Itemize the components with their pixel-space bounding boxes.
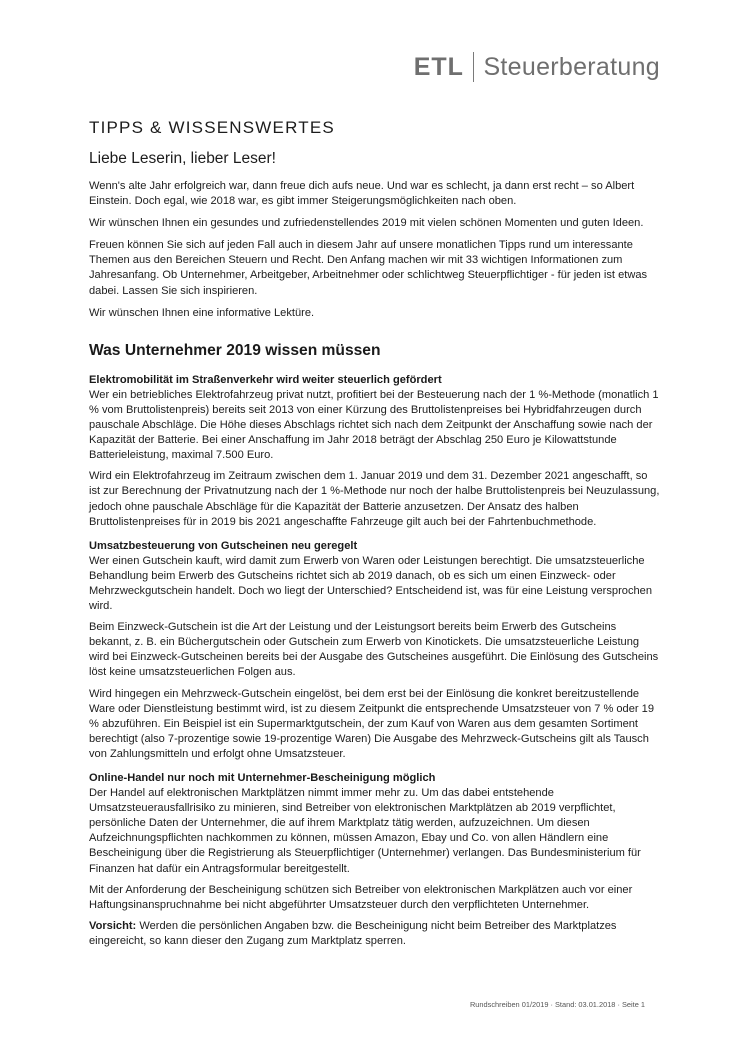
logo-mark: ETL: [413, 52, 464, 81]
main-heading: Was Unternehmer 2019 wissen müssen: [89, 341, 381, 359]
intro-paragraph: Freuen können Sie sich auf jeden Fall auch in diesem Jahr auf unsere monatlichen Tipps rund um interessante Themen aus den Bereichen Steuern und Recht. Den Anfang machen wir mit 33 wichtigen Informationen zum Jahresanfang. Ob Unternehmer, Arbeitgeber, Arbeitnehmer oder schlichtweg Steuerpflichtiger - für jeden ist etwas dabei. Lassen Sie sich inspirieren.: [89, 239, 648, 297]
intro-paragraph: Wir wünschen Ihnen ein gesundes und zufriedenstellendes 2019 mit vielen schönen Momenten und guten Ideen.: [89, 217, 644, 230]
company-logo: [414, 52, 660, 82]
article-title: Umsatzbesteuerung von Gutscheinen neu geregelt: [89, 539, 358, 552]
note-label: Vorsicht:: [89, 919, 137, 932]
article-paragraph: Wird hingegen ein Mehrzweck-Gutschein eingelöst, bei dem erst bei der Einlösung die konkret bereitzustellende Ware oder Dienstleistung bestimmt wird, ist zu diesem Zeitpunkt die entsprechende Umsatzsteuer von 7 % oder 19 % abzuführen. Ein Beispiel ist ein Supermarktgutschein, der zum Kauf von Waren aus dem gesamten Sortiment berechtigt (also 7-prozentige sowie 19-prozentige Waren) Die Ausgabe des Mehrzweck-Gutscheins gilt als Tausch von Zahlungsmitteln und erfolgt ohne Umsatzsteuer.: [89, 687, 655, 760]
page-footer: Rundschreiben 01/2019 · Stand: 03.01.2018 · Seite 1: [469, 1000, 645, 1009]
logo-divider: [473, 52, 475, 82]
article-title: Online-Handel nur noch mit Unternehmer-Bescheinigung möglich: [89, 772, 436, 784]
article-note: [89, 919, 661, 949]
document-body: [89, 112, 661, 958]
intro: [89, 179, 661, 321]
article-paragraph: Wer einen Gutschein kauft, wird damit zum Erwerb von Waren oder Leistungen berechtigt. Die umsatzsteuerliche Behandlung beim Erwerb des Gutscheins richtet sich ab 2019 danach, ob es sich um einen Einzweck- oder Mehrzweckgutschein handelt. Doch wo liegt der Unterschied? Entscheidend ist, was für eine Leistung versprochen wird.: [89, 554, 653, 613]
greeting: Liebe Leserin, lieber Leser!: [89, 150, 276, 167]
article-elektromobilitaet: [89, 373, 661, 530]
logo-text: Steuerberatung: [483, 52, 660, 81]
note-text: Werden die persönlichen Angaben bzw. die Bescheinigung nicht beim Betreiber des Marktplatzes eingereicht, so kann dieser den Zugang zum Marktplatz sperren.: [89, 919, 617, 947]
intro-paragraph: Wir wünschen Ihnen eine informative Lektüre.: [89, 306, 315, 319]
article-paragraph: Mit der Anforderung der Bescheinigung schützen sich Betreiber von elektronischen Markplätzen auch vor einer Haftungsinanspruchnahme bei nicht abgeführter Umsatzsteuer durch den verpflichteten Unternehmer.: [89, 883, 633, 911]
section-label: TIPPS & WISSENSWERTES: [89, 118, 335, 137]
article-title: Elektromobilität im Straßenverkehr wird weiter steuerlich gefördert: [89, 373, 442, 386]
article-paragraph: Der Handel auf elektronischen Marktplätzen nimmt immer mehr zu. Um das dabei entstehende Umsatzsteuerausfallrisiko zu minieren, sind Betreiber von elektronischen Marktplätzen ab 2019 verpflichtet, persönliche Daten der Unternehmer, die auf ihrem Marktplatz tätig werden, aufzuzeichnen. Um diesen Aufzeichnungspflichten nachkommen zu können, müssen Amazon, Ebay und Co. von allen Händlern eine Bescheinigung über die Registrierung als Steuerpflichtiger (Unternehmer) verlangen. Das Bundesministerium für Finanzen hat dafür ein Antragsformular bereitgestellt.: [89, 787, 641, 875]
article-gutscheine: [89, 539, 661, 762]
article-paragraph: Wer ein betriebliches Elektrofahrzeug privat nutzt, profitiert bei der Besteuerung nach der 1 %-Methode (monatlich 1 % vom Bruttolistenpreis) bereits seit 2013 von einer Kürzung des Bruttolistenpreises bei Hybridfahrzeugen durch pauschale Abschläge. Die Höhe dieses Abschlags richtet sich nach dem Zeitpunkt der Anschaffung sowie nach der Kapazität der Batterie. Bei einer Anschaffung im Jahr 2018 beträgt der Abschlag 250 Euro je Kilowattstunde Batterieleistung, maximal 7.500 Euro.: [89, 388, 659, 462]
intro-paragraph: Wenn's alte Jahr erfolgreich war, dann freue dich aufs neue. Und war es schlecht, ja dann erst recht – so Albert Einstein. Doch egal, wie 2018 war, es gibt immer Steigerungsmöglichkeiten nach oben.: [89, 180, 635, 208]
article-paragraph: Beim Einzweck-Gutschein ist die Art der Leistung und der Leistungsort bereits beim Erwerb des Gutscheins bekannt, z. B. ein Büchergutschein oder Gutschein zum Erwerb von Kinotickets. Die umsatzsteuerliche Leistung wird bei Einzweck-Gutscheinen bereits bei der Ausgabe des Gutscheines ausgeführt. Die Einlösung des Gutscheins löst keine umsatzsteuerlichen Folgen aus.: [89, 621, 659, 679]
article-paragraph: Wird ein Elektrofahrzeug im Zeitraum zwischen dem 1. Januar 2019 und dem 31. Dezember 2021 angeschafft, so ist zur Berechnung der Privatnutzung nach der 1 %-Methode nur noch der halbe Bruttolistenpreis bei Neuzulassung, jedoch ohne pauschale Abschläge für die Kapazität der Batterie anzusetzen. Der Ansatz des halben Bruttolistenpreises für in 2019 bis 2021 angeschaffte Fahrzeuge gilt auch bei der Fahrtenbuchmethode.: [89, 470, 660, 528]
article-online-handel: [89, 771, 661, 949]
